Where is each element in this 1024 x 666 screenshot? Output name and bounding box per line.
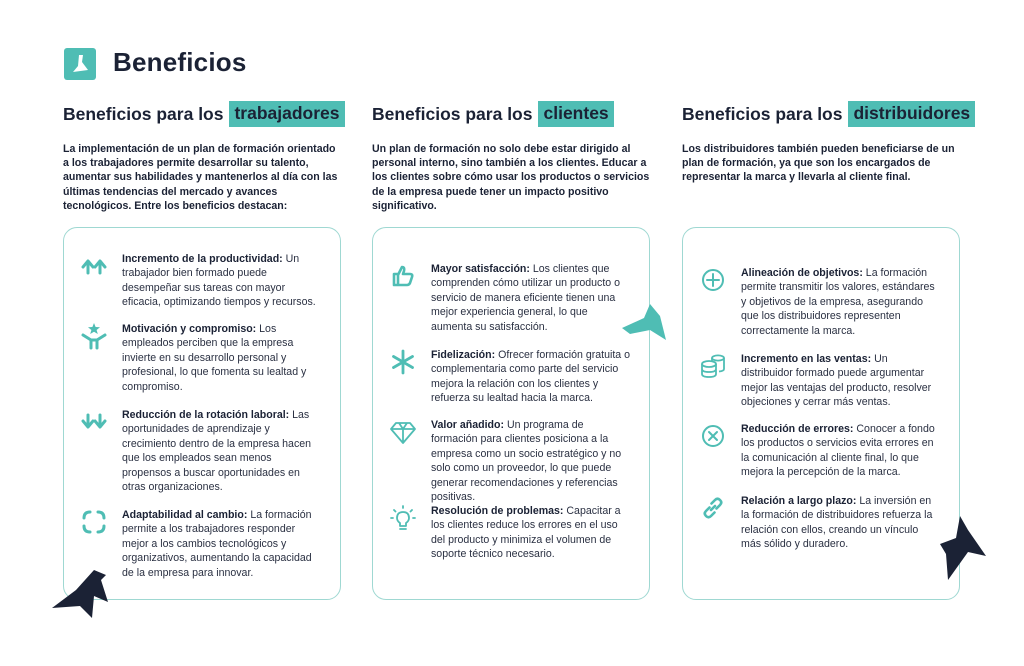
column-clientes <box>372 100 652 213</box>
item-text: Un distribuidor formado puede argumentar mejor las ventajas del producto, resolver objeciones y cerrar más ventas. <box>741 353 932 409</box>
column-distribuidores <box>682 100 971 185</box>
asterisk-icon <box>389 348 417 376</box>
heading-highlight: clientes <box>538 101 613 127</box>
heading-highlight: distribuidores <box>848 101 975 127</box>
item-title: Incremento en las ventas: <box>741 353 872 365</box>
person-star-icon <box>80 322 108 350</box>
item-text: Los clientes que comprenden cómo utilizar un producto o servicio de manera eficiente tienen una mejor experiencia general, lo que aumenta su satisfacción. <box>431 263 621 333</box>
teal-bird-decoration-icon <box>620 302 668 346</box>
thumbs-up-icon <box>389 262 417 290</box>
item-title: Motivación y compromiso: <box>122 323 257 335</box>
column-trabajadores <box>63 100 343 213</box>
coins-icon <box>699 352 727 380</box>
item-title: Reducción de la rotación laboral: <box>122 409 290 421</box>
item-text: La formación permite a los trabajadores responder mejor a los cambios tecnológicos y organizativos, aumentando la capacidad de la empresa para innovar. <box>122 509 312 579</box>
benefits-card-clientes <box>372 227 650 600</box>
item-text: La inversión en la formación de distribuidores refuerza la relación con ellos, creando un vínculo más sólido y duradero. <box>741 495 933 551</box>
navy-bird-decoration-icon <box>938 514 990 584</box>
diamond-icon <box>389 418 417 446</box>
item-text: Ofrecer formación gratuita o complementaria como parte del servicio mejora la relación con los clientes y refuerza su lealtad hacia la marca. <box>431 349 631 405</box>
navy-bird-decoration-icon <box>50 566 112 622</box>
item-title: Relación a largo plazo: <box>741 495 857 507</box>
item-title: Resolución de problemas: <box>431 505 564 517</box>
item-title: Incremento de la productividad: <box>122 253 283 265</box>
item-text: Capacitar a los clientes reduce los errores en el uso del producto y minimiza el volumen de soporte técnico necesario. <box>431 505 621 561</box>
column-intro: Los distribuidores también pueden beneficiarse de un plan de formación, ya que son los encargados de representar la marca y llevarla al cliente final. <box>682 143 955 184</box>
item-title: Alineación de objetivos: <box>741 267 863 279</box>
brand-logo <box>64 48 96 80</box>
column-heading <box>682 100 971 128</box>
page-title: Beneficios <box>113 47 247 77</box>
heading-prefix: Beneficios para los <box>372 103 533 124</box>
column-heading <box>63 100 343 128</box>
item-title: Reducción de errores: <box>741 423 854 435</box>
benefits-card-trabajadores <box>63 227 341 600</box>
arrows-down-icon <box>80 408 108 436</box>
item-text: Los empleados perciben que la empresa invierte en su desarrollo personal y profesional, lo que fomenta su lealtad y compromiso. <box>122 323 307 393</box>
item-title: Adaptabilidad al cambio: <box>122 509 248 521</box>
lightbulb-icon <box>389 504 417 532</box>
bird-logo-icon <box>64 48 96 80</box>
item-text: Conocer a fondo los productos o servicios evita errores en la comunicación al cliente final, lo que mejora la percepción de la marca. <box>741 423 935 479</box>
item-text: Las oportunidades de aprendizaje y crecimiento dentro de la empresa hacen que los empleados sean menos propensos a buscar oportunidades en otras organizaciones. <box>122 409 312 494</box>
item-text: Un trabajador bien formado puede desempeñar sus tareas con mayor eficacia, optimizando tiempos y recursos. <box>122 253 316 309</box>
x-circle-icon <box>699 422 727 450</box>
arrows-up-icon <box>80 252 108 280</box>
item-title: Mayor satisfacción: <box>431 263 530 275</box>
benefits-card-distribuidores <box>682 227 960 600</box>
item-text: La formación permite transmitir los valores, estándares y objetivos de la empresa, asegurando que los distribuidores representen correctamente la marca. <box>741 267 935 337</box>
column-heading <box>372 100 652 128</box>
heading-prefix: Beneficios para los <box>682 103 843 124</box>
item-title: Valor añadido: <box>431 419 504 431</box>
corners-icon <box>80 508 108 536</box>
link-icon <box>699 494 727 522</box>
heading-highlight: trabajadores <box>229 101 344 127</box>
item-text: Un programa de formación para clientes posiciona a la empresa como un socio estratégico y no solo como un proveedor, lo que puede generar recomendaciones y referencias positivas. <box>431 419 622 504</box>
item-title: Fidelización: <box>431 349 496 361</box>
heading-prefix: Beneficios para los <box>63 103 224 124</box>
target-icon <box>699 266 727 294</box>
column-intro: La implementación de un plan de formación orientado a los trabajadores permite desarrollar su talento, aumentar sus habilidades y mantenerlos al día con las últimas tendencias del mercado y avances tecnológicos. Entre los beneficios destacan: <box>63 143 338 212</box>
column-intro: Un plan de formación no solo debe estar dirigido al personal interno, sino también a los clientes. Educar a los clientes sobre cómo usar los productos o servicios de la empresa puede tener un impacto positivo significativo. <box>372 143 650 212</box>
